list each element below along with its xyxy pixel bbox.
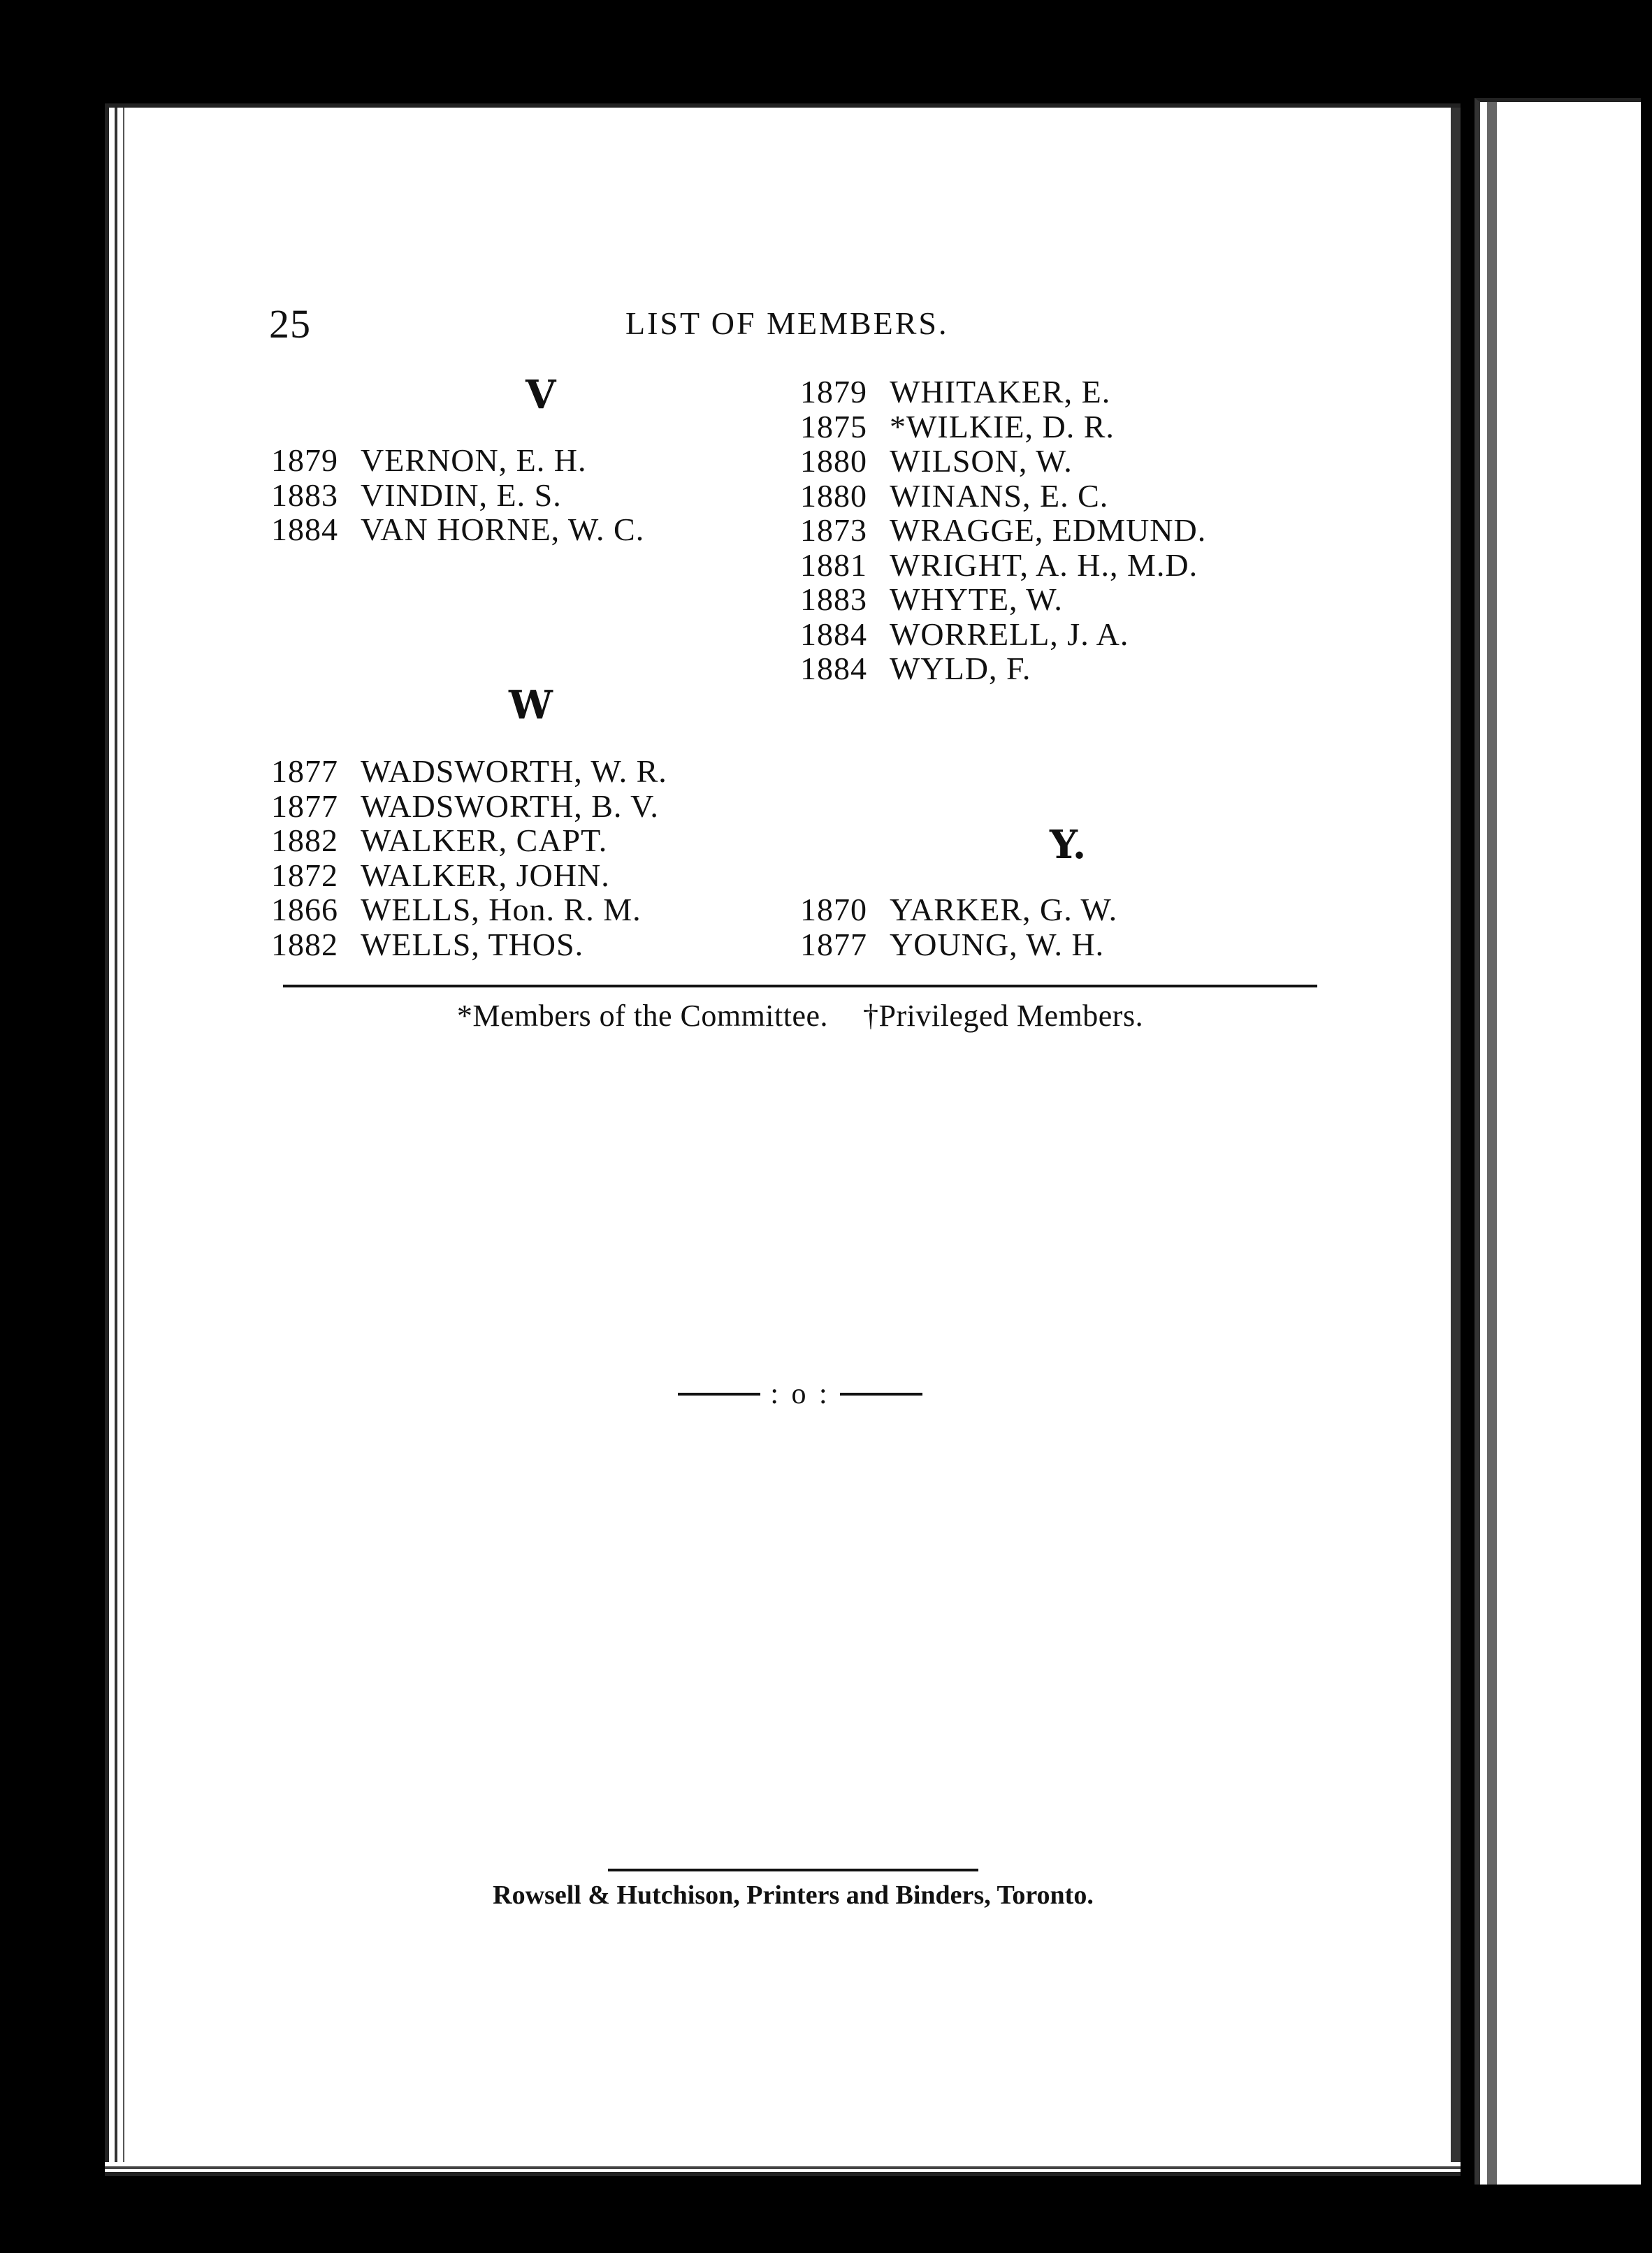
footnote-divider xyxy=(283,985,1317,987)
list-item xyxy=(800,617,1206,652)
member-year: 1872 xyxy=(271,857,338,893)
end-ornament xyxy=(674,1373,926,1415)
list-item xyxy=(800,410,1206,444)
member-name: *WILKIE, D. R. xyxy=(890,408,1115,444)
member-year: 1883 xyxy=(271,477,338,513)
member-name: WILSON, W. xyxy=(890,443,1073,479)
member-list-v xyxy=(271,443,644,547)
imprint-divider xyxy=(608,1869,978,1871)
member-name: WELLS, Hon. R. M. xyxy=(361,892,642,927)
footnote-committee: *Members of the Committee. xyxy=(456,999,829,1033)
member-name: WALKER, JOHN. xyxy=(361,857,610,893)
list-item xyxy=(800,479,1206,514)
member-name: WADSWORTH, B. V. xyxy=(361,788,659,824)
member-name: VINDIN, E. S. xyxy=(361,477,562,513)
member-year: 1879 xyxy=(271,442,338,478)
section-letter-w: W xyxy=(509,682,553,728)
member-year: 1879 xyxy=(800,374,867,410)
member-year: 1884 xyxy=(271,512,338,547)
list-item xyxy=(800,927,1117,962)
running-head xyxy=(269,300,1317,349)
list-item xyxy=(271,789,667,824)
member-year: 1877 xyxy=(271,788,338,824)
member-list-w xyxy=(271,754,667,962)
page-gutter xyxy=(105,108,138,2176)
member-year: 1882 xyxy=(271,823,338,858)
member-year: 1884 xyxy=(800,616,867,652)
list-item xyxy=(800,375,1206,410)
member-year: 1875 xyxy=(800,408,867,444)
member-name: WORRELL, J. A. xyxy=(890,616,1129,652)
list-item xyxy=(271,892,667,927)
member-name: WRAGGE, EDMUND. xyxy=(890,512,1207,548)
member-name: WYLD, F. xyxy=(890,651,1031,686)
list-item xyxy=(271,754,667,789)
member-year: 1866 xyxy=(271,892,338,927)
member-name: WHITAKER, E. xyxy=(890,374,1111,410)
list-item xyxy=(800,582,1206,617)
member-name: YOUNG, W. H. xyxy=(890,926,1105,962)
facing-page-edge xyxy=(1475,98,1641,2185)
page-edge xyxy=(1451,108,1461,2176)
ornament-center: : o : xyxy=(770,1378,830,1410)
printer-imprint: Rowsell & Hutchison, Printers and Binders, Toronto. xyxy=(493,1881,1094,1910)
member-name: WELLS, THOS. xyxy=(361,926,584,962)
member-year: 1884 xyxy=(800,651,867,686)
footnote xyxy=(283,998,1317,1034)
footnote-privileged: †Privileged Members. xyxy=(863,999,1144,1033)
member-year: 1877 xyxy=(800,926,867,962)
list-item xyxy=(271,927,667,962)
list-item xyxy=(271,858,667,893)
member-year: 1873 xyxy=(800,512,867,548)
member-list-y xyxy=(800,892,1117,962)
page-bottom-edge xyxy=(105,2162,1461,2176)
member-year: 1880 xyxy=(800,477,867,514)
member-name: YARKER, G. W. xyxy=(890,892,1118,927)
list-item xyxy=(271,823,667,858)
page-number: 25 xyxy=(269,301,311,347)
member-name: WHYTE, W. xyxy=(890,581,1063,617)
member-name: WADSWORTH, W. R. xyxy=(361,753,667,789)
list-item xyxy=(271,443,644,478)
member-name: WRIGHT, A. H., M.D. xyxy=(890,546,1198,583)
list-item xyxy=(800,513,1206,548)
member-list-w-continued xyxy=(800,375,1206,686)
list-item xyxy=(800,651,1206,686)
section-letter-y: Y. xyxy=(1050,822,1087,868)
member-name: WINANS, E. C. xyxy=(890,477,1109,514)
list-item xyxy=(271,478,644,513)
member-year: 1880 xyxy=(800,443,867,479)
member-year: 1881 xyxy=(800,546,867,583)
ornament-dash-right xyxy=(840,1393,922,1396)
list-item xyxy=(800,892,1117,927)
list-item xyxy=(800,548,1206,583)
page-title: LIST OF MEMBERS. xyxy=(625,305,949,341)
member-name: VAN HORNE, W. C. xyxy=(361,512,645,547)
list-item xyxy=(800,444,1206,479)
member-year: 1870 xyxy=(800,892,867,927)
member-name: WALKER, CAPT. xyxy=(361,823,608,858)
member-year: 1882 xyxy=(271,926,338,962)
member-year: 1877 xyxy=(271,753,338,789)
section-letter-v: V xyxy=(526,372,556,418)
list-item xyxy=(271,512,644,547)
book-page xyxy=(105,103,1461,2176)
ornament-dash-left xyxy=(678,1393,760,1396)
member-year: 1883 xyxy=(800,581,867,617)
member-name: VERNON, E. H. xyxy=(361,442,587,478)
